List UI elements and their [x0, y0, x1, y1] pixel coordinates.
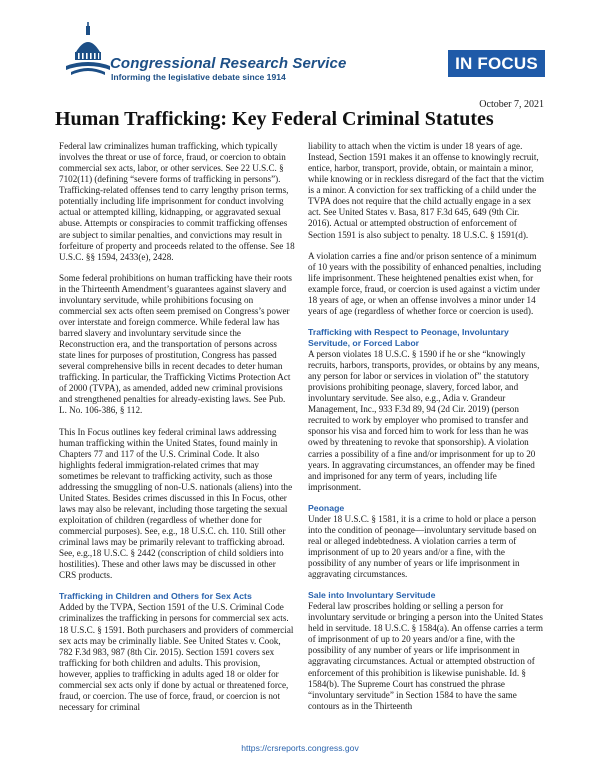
paragraph: liability to attach when the victim is under 18 years of age. Instead, Section 1591 makes it an offense to knowingly recruit, entice, harbor, transport, provide, obtain, or maintain a minor, while knowing or in reckless disregard of the fact that the victim is a minor. A conviction for sex trafficking of a child under the TVPA does not require that the child actually engage in a sex act. See United States v. Basa, 817 F.3d 645, 649 (9th Cir. 2016). Actual or attempted obstruction of enforcement of Section 1591 is also subject to penalty. 18 U.S.C. § 1591(d). [308, 141, 544, 240]
organization-name: Congressional Research Service [110, 55, 347, 72]
capitol-dome-logo-icon [62, 22, 114, 78]
right-column [308, 141, 544, 722]
left-column [59, 141, 295, 723]
section-heading: Peonage [308, 502, 345, 513]
paragraph: A person violates 18 U.S.C. § 1590 if he or she “knowingly recruits, harbors, transports, provides, or obtains by any means, any person for labor or services in violation of” the statutory provisions prohibiting peonage, slavery, forced labor, and involuntary servitude. See also, e.g., Adia v. Grandeur Management, Inc., 933 F.3d 89, 94 (2d Cir. 2019) (person recruited to work by employer who promised to transfer and sponsor his visa and forced him to work for less than he was owed by threatening to revoke that sponsorship). A violation carries a possibility of a fine and/or imprisonment for up to 20 years. In aggravating circumstances, an offender may be fined and imprisoned for any term of years, including life imprisonment. [308, 348, 540, 492]
paragraph: Some federal prohibitions on human trafficking have their roots in the Thirteenth Amendment’s guarantees against slavery and involuntary servitude, while prohibitions focusing on commercial sex acts often seem premised on Congress’s power over interstate and foreign commerce. While federal law has barred slavery and involuntary servitude since the Reconstruction era, and the transportation of persons across state lines for purposes of prostitution, Congress has passed several comprehensive bills in recent decades to deter human trafficking. In particular, the Trafficking Victims Protection Act of 2000 (TVPA), as amended, added new criminal provisions and strengthened penalties for already-existing laws. See Pub. L. No. 106-386, § 112. [59, 272, 292, 416]
section-heading: Trafficking in Children and Others for Sex Acts [59, 591, 252, 602]
section-heading: Sale into Involuntary Servitude [308, 590, 436, 601]
in-focus-badge: IN FOCUS [448, 50, 545, 77]
paragraph: Federal law proscribes holding or selling a person for involuntary servitude or bringing a person into the United States held in servitude. 18 U.S.C. § 1584(a). An offense carries a term of imprisonment of up to 20 years and/or a fine, with the possibility of any number of years or life imprisonment in aggravating circumstances. Actual or attempted obstruction of enforcement of this prohibition is likewise punishable. Id. § 1584(b). The Supreme Court has construed the phrase “involuntary servitude” in Section 1584 to have the same contours as in the Thirteenth [308, 601, 543, 711]
footer-url-link[interactable]: https://crsreports.congress.gov [241, 743, 359, 753]
paragraph: Federal law criminalizes human trafficking, which typically involves the threat or use of force, fraud, or coercion to obtain commercial sex acts, labor, or other services. See 22 U.S.C. § 7102(11) (defining “severe forms of trafficking in persons”). Trafficking-related offenses tend to carry lengthy prison terms, potentially including life imprisonment for conduct involving actual or attempted killing, kidnapping, or aggravated sexual abuse. Attempts or conspiracies to commit trafficking offenses are subject to similar penalties, and convictions may result in forfeiture of property and proceeds related to the offense. See 18 U.S.C. §§ 1594, 2433(e), 2428. [59, 141, 295, 262]
section-heading: Trafficking with Respect to Peonage, Involuntary Servitude, or Forced Labor [308, 326, 509, 348]
organization-tagline: Informing the legislative debate since 1914 [111, 72, 286, 82]
paragraph: A violation carries a fine and/or prison sentence of a minimum of 10 years with the possibility of enhanced penalties, including life imprisonment. These heightened penalties exist when, for example force, fraud, or coercion is used against a victim under 18 years of age, or when an offense involves a minor under 14 years of age (regardless of whether force or coercion is used). [308, 250, 542, 316]
report-date: October 7, 2021 [479, 99, 544, 110]
page-title: Human Trafficking: Key Federal Criminal Statutes [55, 108, 494, 130]
report-header [0, 0, 600, 96]
paragraph: Added by the TVPA, Section 1591 of the U.S. Criminal Code criminalizes the trafficking in persons for commercial sex acts. 18 U.S.C. § 1591. Both purchasers and providers of commercial sex acts may be criminally liable. See United States v. Cook, 782 F.3d 983, 987 (8th Cir. 2015). Section 1591 covers sex trafficking for both children and adults. This provision, however, applies to trafficking in adults aged 18 or older for commercial sex acts only if done by actual or threatened force, fraud, or coercion. The use of force, fraud, or coercion is not necessary for criminal [59, 602, 294, 712]
paragraph: Under 18 U.S.C. § 1581, it is a crime to hold or place a person into the condition of peonage—involuntary servitude based on real or alleged indebtedness. A violation carries a term of imprisonment of up to 20 years and/or a fine, with the possibility of any number of years or life imprisonment in aggravating circumstances. [308, 513, 537, 580]
paragraph: This In Focus outlines key federal criminal laws addressing human trafficking within the United States, found mainly in Chapters 77 and 117 of the U.S. Criminal Code. It also highlights federal immigration-related crimes that may sometimes be relevant to trafficking activity, such as those addressing the smuggling of non-U.S. nationals (aliens) into the United States. Besides crimes discussed in this In Focus, other laws may also be relevant, including those targeting the sexual exploitation of children (regardless of whether done for commercial purposes). See, e.g., 18 U.S.C. ch. 110. Still other criminal laws may be primarily relevant to trafficking abroad. See, e.g.,18 U.S.C. § 2442 (conscription of child soldiers into hostilities). These and other laws may be discussed in other CRS products. [59, 426, 293, 581]
